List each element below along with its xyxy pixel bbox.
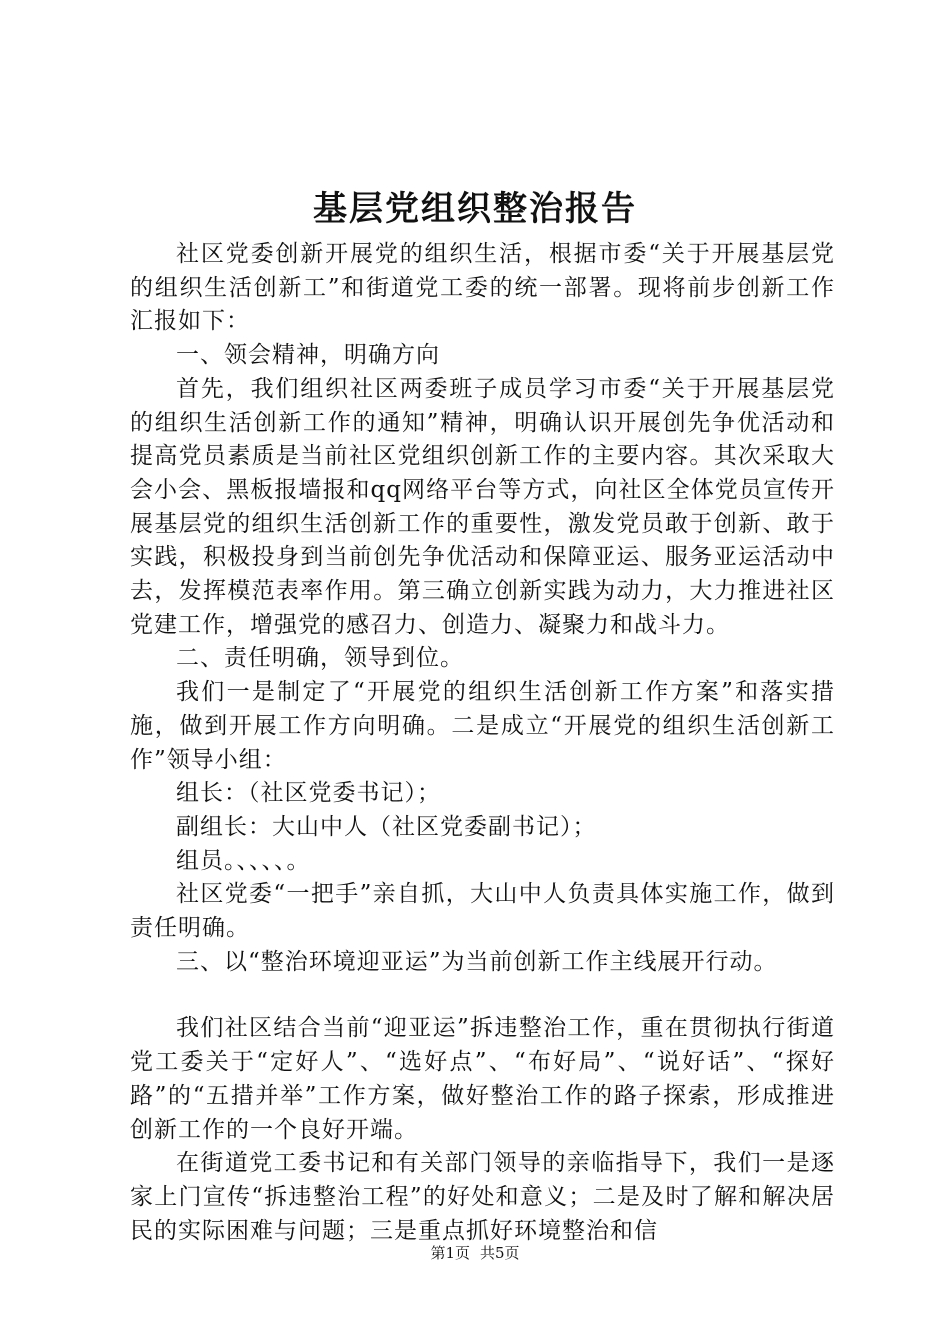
paragraph-intro: 社区党委创新开展党的组织生活，根据市委“关于开展基层党的组织生活创新工”和街道党工委的统一部署。现将前步创新工作汇报如下： <box>130 241 835 335</box>
paragraph-section-3: 我们社区结合当前“迎亚运”拆违整治工作，重在贯彻执行街道党工委关于“定好人”、“选好点”、“布好局”、“说好话”、“探好路”的“五措并举”工作方案，做好整治工作的路子探索，形成推进创新工作的一个良好开端。 <box>130 1015 835 1143</box>
page-number: 第1页 <box>430 1244 470 1262</box>
page-footer <box>0 1242 950 1264</box>
section-heading-3: 三、以“整治环境迎亚运”为当前创新工作主线展开行动。 <box>176 948 778 975</box>
document-title: 基层党组织整治报告 <box>313 189 637 229</box>
document-body <box>130 238 835 1248</box>
section-heading-2: 二、责任明确，领导到位。 <box>176 645 464 672</box>
group-deputy-line: 副组长：大山中人（社区党委副书记）； <box>176 813 597 840</box>
paragraph-section-2: 我们一是制定了“开展党的组织生活创新工作方案”和落实措施，做到开展工作方向明确。二是成立“开展党的组织生活创新工作”领导小组： <box>130 679 835 773</box>
group-members-line: 组员。、、、、。 <box>176 847 311 874</box>
paragraph-section-1: 首先，我们组织社区两委班子成员学习市委“关于开展基层党的组织生活创新工作的通知”精神，明确认识开展创先争优活动和提高党员素质是当前社区党组织创新工作的主要内容。其次采取大会小会、黑板报墙报和qq网络平台等方式，向社区全体党员宣传开展基层党的组织生活创新工作的重要性，激发党员敢于创新、敢于实践，积极投身到当前创先争优活动和保障亚运、服务亚运活动中去，发挥模范表率作用。第三确立创新实践为动力，大力推进社区党建工作，增强党的感召力、创造力、凝聚力和战斗力。 <box>130 375 835 638</box>
section-heading-1: 一、领会精神，明确方向 <box>176 342 440 369</box>
group-leader-line: 组长：（社区党委书记）； <box>176 780 441 807</box>
paragraph-responsibility: 社区党委“一把手”亲自抓，大山中人负责具体实施工作，做到责任明确。 <box>130 881 835 942</box>
page-total: 共5页 <box>480 1244 520 1262</box>
paragraph-guidance: 在街道党工委书记和有关部门领导的亲临指导下，我们一是逐家上门宣传“拆违整治工程”的好处和意义；二是及时了解和解决居民的实际困难与问题；三是重点抓好环境整治和信 <box>130 1150 835 1244</box>
